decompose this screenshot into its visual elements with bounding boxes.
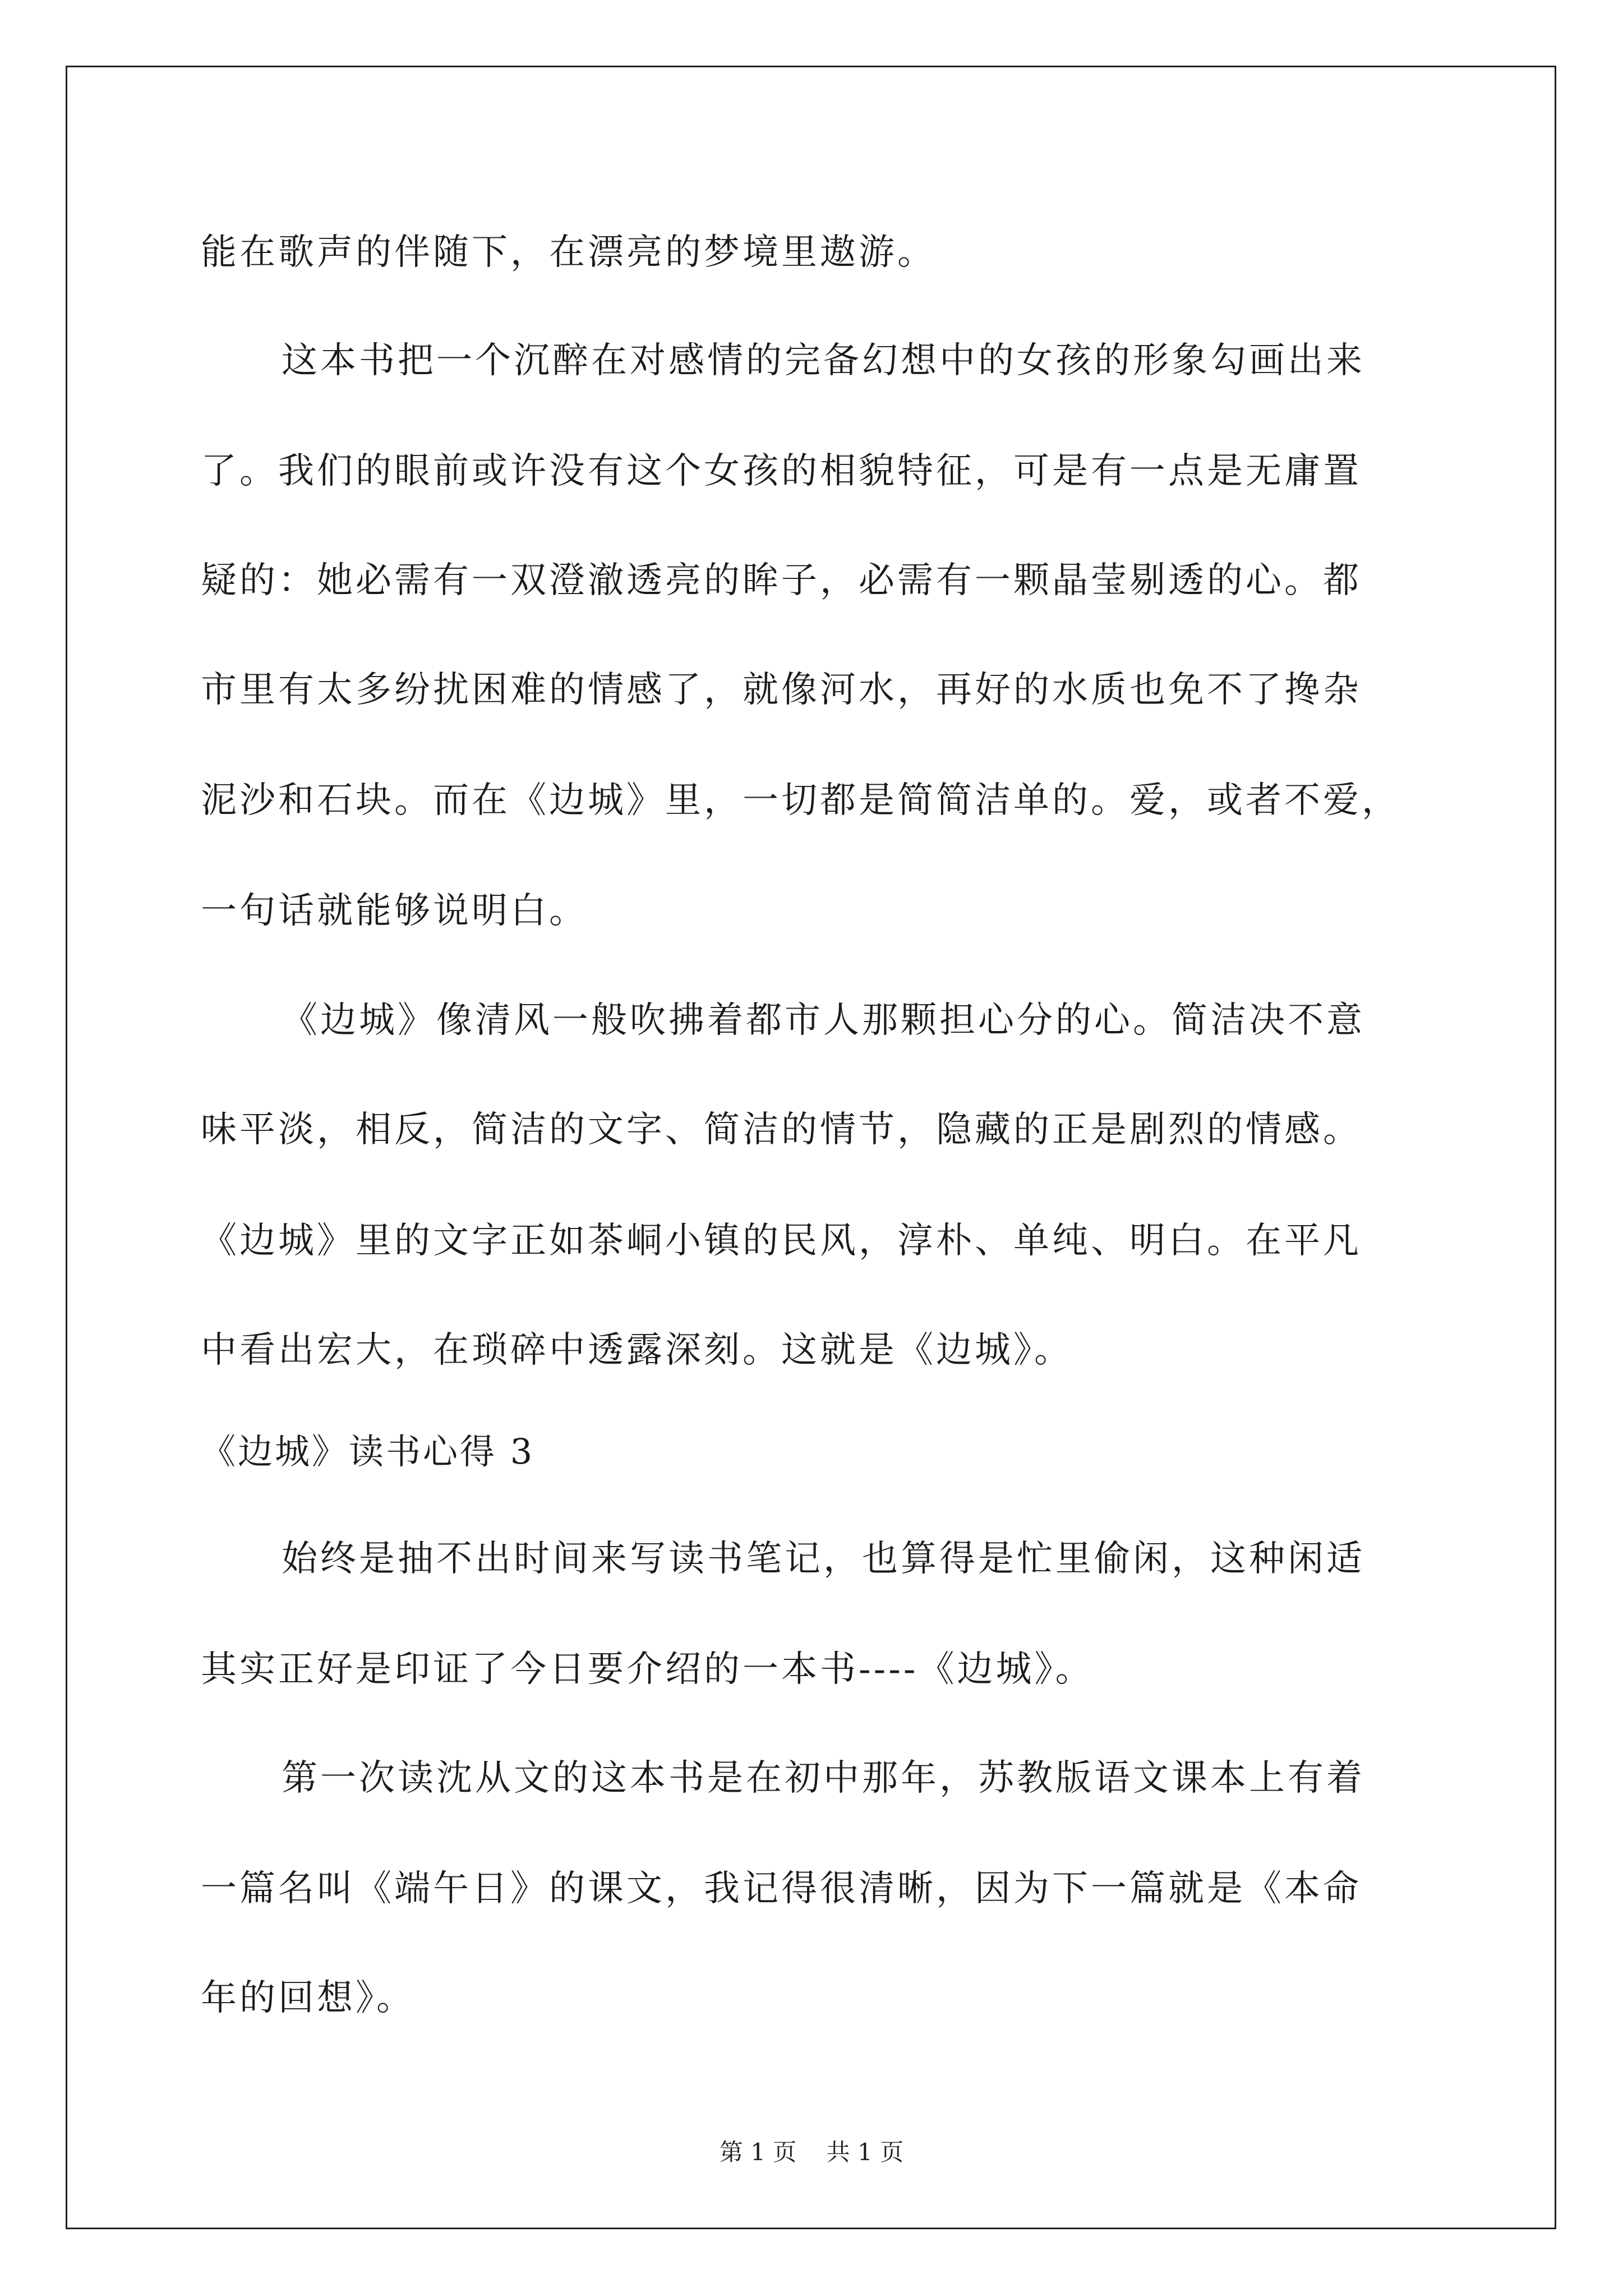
paragraph-line: 年的回想》。 (201, 1977, 415, 2019)
paragraph-line: 味平淡，相反，简洁的文字、简洁的情节，隐藏的正是剧烈的情感。 (201, 1109, 1362, 1151)
paragraph-line: 能在歌声的伴随下，在漂亮的梦境里遨游。 (201, 232, 936, 273)
paragraph-line: 《边城》像清风一般吹拂着都市人那颗担心分的心。简洁决不意 (282, 1000, 1365, 1041)
paragraph-line: 其实正好是印证了今日要介绍的一本书----《边城》。 (201, 1649, 1094, 1690)
paragraph-line: 中看出宏大，在琐碎中透露深刻。这就是《边城》。 (201, 1329, 1073, 1371)
page-number: 第 1 页 (719, 2138, 797, 2166)
paragraph-line: 了。我们的眼前或许没有这个女孩的相貌特征，可是有一点是无庸置 (201, 450, 1362, 492)
section-heading: 《边城》读书心得 3 (201, 1431, 535, 1472)
page-footer (0, 2138, 1623, 2166)
paragraph-line: 《边城》里的文字正如茶峒小镇的民风，淳朴、单纯、明白。在平凡 (201, 1220, 1362, 1262)
paragraph-line: 第一次读沈从文的这本书是在初中那年，苏教版语文课本上有着 (282, 1757, 1365, 1799)
paragraph-line: 市里有太多纷扰困难的情感了，就像河水，再好的水质也免不了搀杂 (201, 669, 1362, 711)
page-total: 共 1 页 (826, 2138, 904, 2166)
paragraph-line: 这本书把一个沉醉在对感情的完备幻想中的女孩的形象勾画出来 (282, 340, 1365, 381)
paragraph-line: 泥沙和石块。而在《边城》里，一切都是简简洁单的。爱，或者不爱， (201, 780, 1400, 821)
paragraph-line: 一篇名叫《端午日》的课文，我记得很清晰，因为下一篇就是《本命 (201, 1868, 1362, 1910)
paragraph-line: 疑的：她必需有一双澄澈透亮的眸子，必需有一颗晶莹剔透的心。都 (201, 560, 1362, 601)
paragraph-line: 始终是抽不出时间来写读书笔记，也算得是忙里偷闲，这种闲适 (282, 1538, 1365, 1580)
paragraph-line: 一句话就能够说明白。 (201, 890, 588, 932)
